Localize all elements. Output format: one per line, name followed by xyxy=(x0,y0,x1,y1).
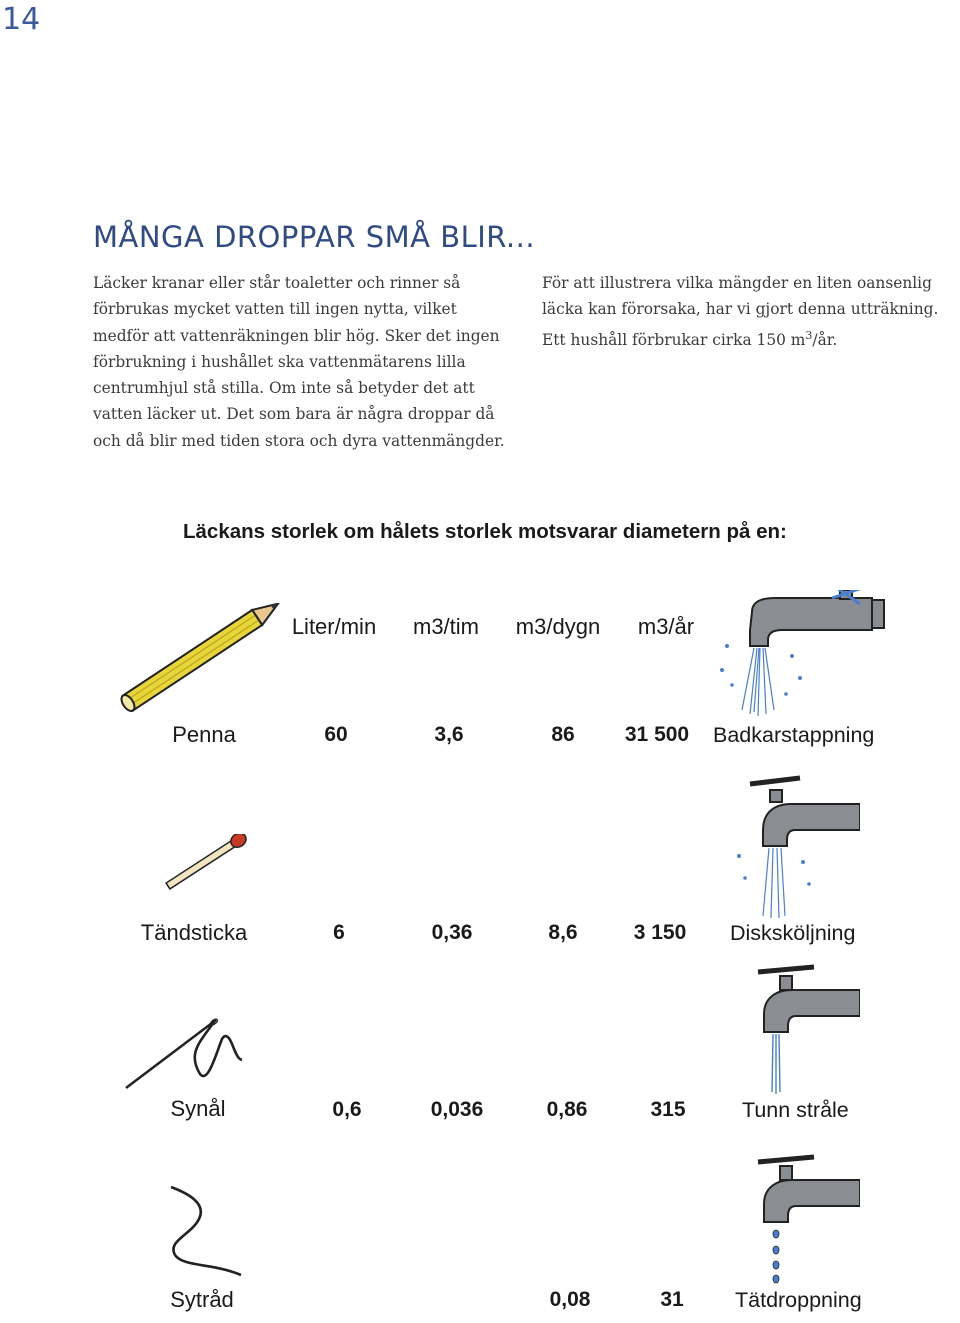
header-m3-tim: m3/tim xyxy=(413,614,479,639)
cell-m3-dygn: 0,08 xyxy=(549,1288,591,1311)
row-name: Sytråd xyxy=(170,1287,234,1312)
illustration-text: För att illustrera vilka mängder en liten oansenlig läcka kan förorsaka, har vi gjort denna utträkning. Ett hushåll förbrukar cirka 150 m xyxy=(542,274,939,349)
illustration-text-end: /år. xyxy=(812,330,838,349)
faucet-label: Tätdroppning xyxy=(735,1288,862,1312)
faucet-icon xyxy=(748,962,860,1098)
cubic-superscript: 3 xyxy=(805,328,813,342)
table-title: Läckans storlek om hålets storlek motsvarar diametern på en: xyxy=(183,520,787,543)
row-name: Synål xyxy=(170,1096,226,1121)
thread-icon xyxy=(163,1185,245,1280)
page-number: 14 xyxy=(0,0,48,40)
header-m3-ar: m3/år xyxy=(637,614,695,639)
cell-m3-dygn: 86 xyxy=(551,723,575,746)
match-icon xyxy=(160,834,250,896)
header-m3-dygn: m3/dygn xyxy=(515,614,601,639)
cell-m3-tim: 3,6 xyxy=(434,723,464,746)
cell-m3-ar: 315 xyxy=(650,1098,686,1121)
cell-liter-min: 60 xyxy=(324,723,348,746)
cell-liter-min: 6 xyxy=(333,921,345,944)
cell-m3-dygn: 8,6 xyxy=(548,921,578,944)
header-liter-min: Liter/min xyxy=(291,614,377,639)
cell-m3-dygn: 0,86 xyxy=(546,1098,588,1121)
cell-m3-ar: 3 150 xyxy=(633,921,687,944)
faucet-label: Tunn stråle xyxy=(742,1098,849,1122)
pencil-icon xyxy=(112,603,282,721)
needle-icon xyxy=(118,1014,246,1094)
intro-paragraph: Läcker kranar eller står toaletter och rinner så förbrukas mycket vatten till ingen nytta, vilket medför att vattenräkningen blir hög. Sker det ingen förbrukning i hushållet ska vattenmätarens lilla centrumhjul stå stilla. Om inte så betyder det att vatten läcker ut. Det som bara är några droppar då och då blir med tiden stora och dyra vattenmängder. xyxy=(93,274,505,450)
illustration-paragraph xyxy=(542,270,957,353)
row-name: Penna xyxy=(172,722,236,747)
cell-liter-min: 0,6 xyxy=(332,1098,362,1121)
faucet-label: Disksköljning xyxy=(730,921,856,945)
faucet-label: Badkarstappning xyxy=(713,723,875,747)
faucet-icon xyxy=(725,770,860,920)
left-column xyxy=(93,270,513,454)
cell-m3-tim: 0,036 xyxy=(430,1098,484,1121)
cell-m3-tim: 0,36 xyxy=(431,921,473,944)
row-name: Tändsticka xyxy=(140,920,248,945)
faucet-icon xyxy=(748,1152,860,1288)
cell-m3-ar: 31 500 xyxy=(624,723,690,746)
page-title: MÅNGA DROPPAR SMÅ BLIR... xyxy=(93,220,536,254)
cell-m3-ar: 31 xyxy=(660,1288,684,1311)
faucet-icon xyxy=(712,590,888,720)
right-column xyxy=(542,270,957,353)
